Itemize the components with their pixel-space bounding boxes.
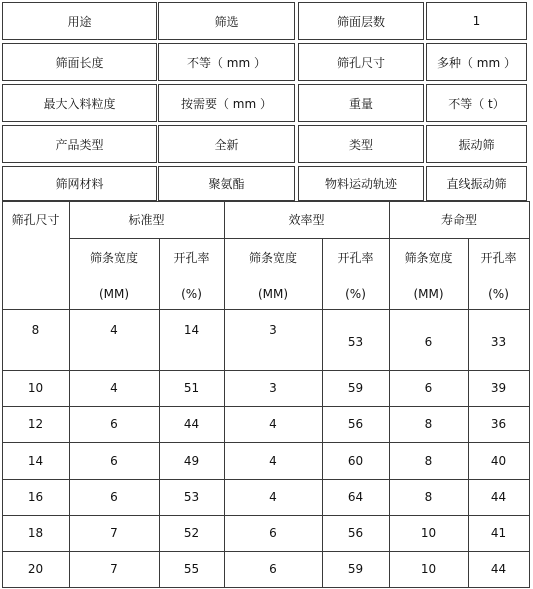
spec-value-cell: 不等（ mm ）: [158, 43, 295, 81]
table-cell: 64: [347, 490, 364, 504]
table-cell: 40: [490, 453, 507, 468]
group-header: 效率型: [288, 213, 325, 227]
row-divider: [2, 442, 530, 443]
table-cell: 55: [183, 562, 200, 576]
row-divider: [2, 551, 530, 552]
sub-header-unit: (%): [488, 287, 509, 301]
table-cell: 53: [183, 490, 200, 504]
table-cell: 36: [490, 417, 507, 431]
row-divider: [2, 406, 530, 407]
table-cell: 8: [424, 417, 433, 431]
column-divider: [224, 201, 225, 587]
sub-header-label: 开孔率: [337, 251, 374, 265]
row-divider: [2, 515, 530, 516]
table-cell: 60: [347, 453, 364, 468]
row-size-cell: 10: [27, 381, 44, 395]
sub-header-unit: (MM): [413, 287, 444, 301]
spec-value-cell: 按需要（ mm ）: [158, 84, 295, 122]
spec-label-cell: 用途: [2, 2, 157, 40]
spec-label-cell: 筛孔尺寸: [298, 43, 424, 81]
table-cell: 6: [269, 526, 277, 540]
table-cell: 6: [110, 453, 118, 468]
sub-header-label: 筛条宽度: [404, 251, 453, 265]
sub-header-unit: (%): [181, 287, 202, 301]
table-cell: 49: [183, 453, 200, 468]
table-cell: 51: [183, 381, 200, 395]
spec-label-cell: 筛面长度: [2, 43, 157, 81]
column-divider: [389, 201, 390, 587]
spec-label-cell: 筛网材料: [2, 166, 157, 201]
table-cell: 7: [110, 562, 118, 576]
row-size-cell: 12: [27, 417, 44, 431]
spec-value-cell: 直线振动筛: [426, 166, 527, 201]
corner-header: 筛孔尺寸: [11, 213, 60, 227]
row-divider: [2, 370, 530, 371]
table-cell: 44: [183, 417, 200, 431]
table-cell: 4: [110, 323, 118, 337]
sub-header-label: 筛条宽度: [248, 251, 298, 265]
table-cell: 8: [424, 490, 433, 504]
table-cell: 59: [347, 562, 364, 576]
table-cell: 53: [347, 335, 364, 349]
spec-table: [0, 0, 533, 201]
table-cell: 6: [424, 335, 433, 349]
group-header-divider: [69, 238, 530, 239]
spec-label-cell: 筛面层数: [298, 2, 424, 40]
table-cell: 6: [424, 381, 433, 395]
sub-header-label: 筛条宽度: [89, 251, 139, 265]
table-cell: 33: [490, 335, 507, 349]
spec-value-cell: 振动筛: [426, 125, 527, 163]
table-cell: 4: [269, 417, 277, 431]
table-cell: 41: [490, 526, 507, 540]
sub-header-label: 开孔率: [173, 251, 210, 265]
table-cell: 52: [183, 526, 200, 540]
sub-header-label: 开孔率: [480, 251, 517, 265]
table-cell: 10: [420, 526, 437, 540]
table-cell: 14: [183, 323, 200, 337]
column-divider: [468, 238, 469, 587]
aperture-table: [2, 201, 530, 587]
row-size-cell: 20: [27, 562, 44, 576]
row-divider: [2, 479, 530, 480]
table-cell: 56: [347, 417, 364, 431]
table-cell: 4: [110, 381, 118, 395]
spec-label-cell: 类型: [298, 125, 424, 163]
table-cell: 39: [490, 381, 507, 395]
spec-label-cell: 重量: [298, 84, 424, 122]
row-divider: [2, 309, 530, 310]
sub-header-unit: (MM): [98, 287, 130, 301]
table-cell: 56: [347, 526, 364, 540]
spec-value-cell: 多种（ mm ）: [426, 43, 527, 81]
table-cell: 6: [110, 490, 118, 504]
row-size-cell: 18: [27, 526, 44, 540]
row-size-cell: 8: [31, 323, 40, 337]
group-header: 寿命型: [440, 213, 478, 227]
table-cell: 44: [490, 490, 507, 504]
table-cell: 3: [269, 381, 277, 395]
column-divider: [69, 201, 70, 587]
spec-value-cell: 1: [426, 2, 527, 40]
table-cell: 10: [420, 562, 437, 576]
table-cell: 6: [269, 562, 277, 576]
column-divider: [322, 238, 323, 587]
column-divider: [159, 238, 160, 587]
table-cell: 44: [490, 562, 507, 576]
row-size-cell: 16: [27, 490, 44, 504]
table-cell: 4: [269, 453, 277, 468]
table-cell: 7: [110, 526, 118, 540]
spec-value-cell: 筛选: [158, 2, 295, 40]
spec-label-cell: 最大入料粒度: [2, 84, 157, 122]
table-top-border: [2, 201, 530, 202]
spec-label-cell: 物料运动轨迹: [298, 166, 424, 201]
spec-label-cell: 产品类型: [2, 125, 157, 163]
table-cell: 4: [269, 490, 277, 504]
column-divider: [529, 201, 530, 587]
table-cell: 6: [110, 417, 118, 431]
row-size-cell: 14: [27, 453, 44, 468]
column-divider: [2, 201, 3, 587]
spec-value-cell: 不等（ t）: [426, 84, 527, 122]
spec-value-cell: 全新: [158, 125, 295, 163]
table-cell: 3: [269, 323, 277, 337]
sub-header-unit: (MM): [257, 287, 289, 301]
table-cell: 8: [424, 453, 433, 468]
row-divider: [2, 587, 530, 588]
group-header: 标准型: [128, 213, 165, 227]
sub-header-unit: (%): [345, 287, 366, 301]
table-cell: 59: [347, 381, 364, 395]
spec-value-cell: 聚氨酯: [158, 166, 295, 201]
